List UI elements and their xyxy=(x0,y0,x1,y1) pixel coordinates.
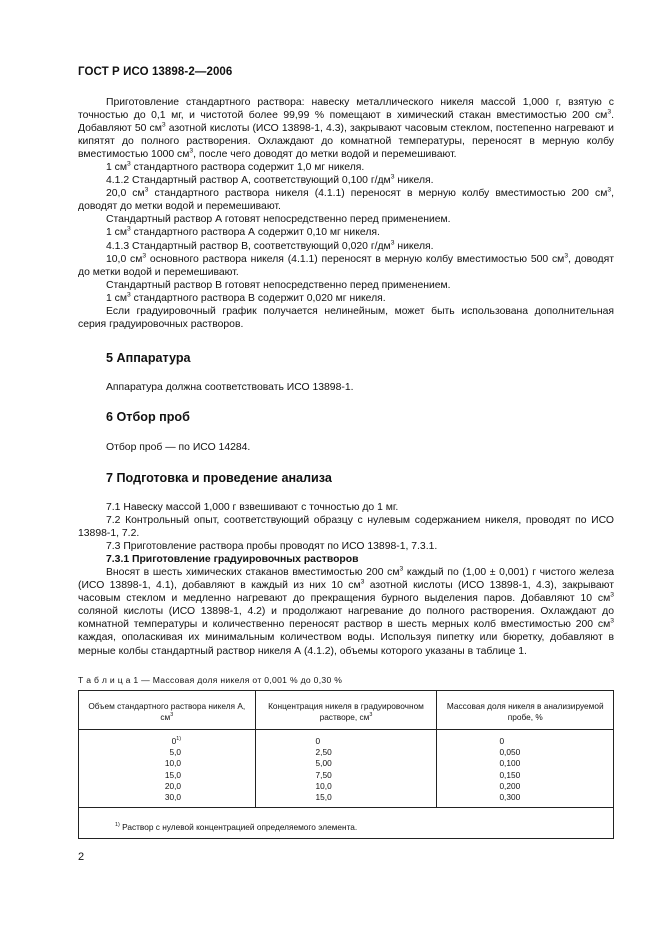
page-number: 2 xyxy=(78,851,85,863)
paragraph-solution-b-prep: 10,0 $см^3$ основного раствора никеля (4.1.1) переносят в мерную колбу вместимостью 500 $см^3$, доводят до метки водой и перемешивают. xyxy=(78,252,614,278)
section-5-text: Аппаратура должна соответствовать ИСО 13898-1. xyxy=(106,382,354,393)
table-cell: 10,0 xyxy=(315,780,332,791)
table-data-row xyxy=(79,730,614,808)
table-column-mass-fraction xyxy=(437,730,614,808)
paragraph-7-3-1-title: 7.3.1 Приготовление градуировочных растворов xyxy=(106,554,359,566)
table-cell: 0,100 xyxy=(499,758,521,769)
table-cell: 0,050 xyxy=(499,747,521,758)
table-header-row xyxy=(79,691,614,730)
section-6-body xyxy=(78,441,614,454)
section-7-heading: 7 Подготовка и проведение анализа xyxy=(106,471,332,485)
paragraph-4-1-2: 4.1.2 Стандартный раствор А, соответствующий 0,100 $г/дм^3$ никеля. xyxy=(106,173,434,187)
paragraph-solution-a-freshness: Стандартный раствор А готовят непосредственно перед применением. xyxy=(106,214,451,226)
table-column-volume xyxy=(79,730,256,808)
table-cell: 7,50 xyxy=(315,769,332,780)
table-header-mass-fraction: Массовая доля никеля в анализируемой пробе, % xyxy=(437,691,614,730)
paragraph-solution-a-prep: 20,0 $см^3$ стандартного раствора никеля (4.1.1) переносят в мерную колбу вместимостью 200 $см^3$, доводят до метки водой и перемешивают. xyxy=(78,186,614,213)
table-cell: 0,200 xyxy=(499,780,521,791)
table-cell: 2,50 xyxy=(315,747,332,758)
table-cell: 5,00 xyxy=(315,758,332,769)
table-cell: 0,300 xyxy=(499,792,521,803)
section-5-body xyxy=(78,381,614,394)
table-header-volume: Объем стандартного раствора никеля А, $см^3$ xyxy=(79,691,256,730)
paragraph-standard-solution-content: 1 $см^3$ стандартного раствора содержит 1,0 мг никеля. xyxy=(106,160,365,174)
paragraph-solution-b-content: 1 $см^3$ стандартного раствора В содержит 0,020 мг никеля. xyxy=(106,291,386,304)
section-6-text: Отбор проб — по ИСО 14284. xyxy=(106,442,251,453)
document-header: ГОСТ Р ИСО 13898-2—2006 xyxy=(78,66,233,78)
table-cell: 0 xyxy=(499,736,505,746)
paragraph-nonlinear-note: Если градуировочный график получается нелинейным, может быть использована дополнительная серия градуировочных растворов. xyxy=(78,305,614,330)
paragraph-7-3-1-body: Вносят в шесть химических стаканов вместимостью 200 $см^3$ каждый по (1,00 ± 0,001) г чистого железа (ИСО 13898-1, 4.1), добавляют в каждый из них 10 $см^3$ азотной кислоты (ИСО 13898-1, 4.3), закрывают часовым стеклом и медленно нагревают до прекращения бурного выделения паров. Добавляют 10 $см^3$ соляной кислоты (ИСО 13898-1, 4.2) и продолжают нагревание до полного растворения. Охлаждают до комнатной температуры и количественно переносят раствор в шесть мерных колб вместимостью 200 $см^3$ каждая, ополаскивая их минимальным количеством воды. Используя пипетку или бюретку, добавляют в мерные колбы стандартный раствор никеля А (4.1.2), объемы которого указаны в таблице 1. xyxy=(78,565,614,657)
table-cell: 10,0 xyxy=(164,758,181,769)
table-1-caption: Т а б л и ц а 1 — Массовая доля никеля от 0,001 % до 0,30 % xyxy=(78,675,343,685)
paragraph-7-2: 7.2 Контрольный опыт, соответствующий образцу с нулевым содержанием никеля, проводят по ИСО 13898-1, 7.2. xyxy=(78,515,614,540)
section-5-heading: 5 Аппаратура xyxy=(106,351,191,365)
paragraph-4-1-3: 4.1.3 Стандартный раствор В, соответствующий 0,020 $г/дм^3$ никеля. xyxy=(106,239,434,252)
table-cell: 0 xyxy=(315,736,321,746)
table-cell: 30,0 xyxy=(164,792,181,803)
table-footnote: $^{1)}$ Раствор с нулевой концентрацией определяемого элемента. xyxy=(79,808,614,839)
paragraph-7-3: 7.3 Приготовление раствора пробы проводят по ИСО 13898-1, 7.3.1. xyxy=(106,541,438,553)
paragraph-solution-b-freshness: Стандартный раствор В готовят непосредственно перед применением. xyxy=(106,279,451,291)
intro-block xyxy=(78,96,614,331)
table-cell: 15,0 xyxy=(315,792,332,803)
table-footnote-row xyxy=(79,808,614,839)
table-column-concentration xyxy=(255,730,437,808)
table-header-concentration: Концентрация никеля в градуировочном растворе, $см^3$ xyxy=(255,691,437,730)
table-1 xyxy=(78,690,614,839)
paragraph-solution-a-content: 1 $см^3$ стандартного раствора А содержит 0,10 мг никеля. xyxy=(106,226,380,239)
table-cell: 20,0 xyxy=(164,780,181,791)
paragraph-standard-solution-prep: Приготовление стандартного раствора: навеску металлического никеля массой 1,000 г, взятую с точностью до 0,1 мг, и чистотой более 99,99 % помещают в химический стакан вместимостью 200 $см^3$. Добавляют 50 $см^3$ азотной кислоты (ИСО 13898-1, 4.3), закрывают часовым стеклом, постепенно нагревают и кипятят до полного растворения. Охлаждают до комнатной температуры, переносят в мерную колбу вместимостью 1000 $см^3$, после чего доводят до метки водой и перемешивают. xyxy=(78,97,614,161)
table-cell: 0,150 xyxy=(499,769,521,780)
table-cell: 0$^{1)}$ xyxy=(171,736,181,746)
section-7-body xyxy=(78,501,614,658)
table-cell: 5,0 xyxy=(169,747,181,758)
paragraph-7-1: 7.1 Навеску массой 1,000 г взвешивают с точностью до 1 мг. xyxy=(106,502,399,513)
section-6-heading: 6 Отбор проб xyxy=(106,410,190,424)
table-cell: 15,0 xyxy=(164,769,181,780)
